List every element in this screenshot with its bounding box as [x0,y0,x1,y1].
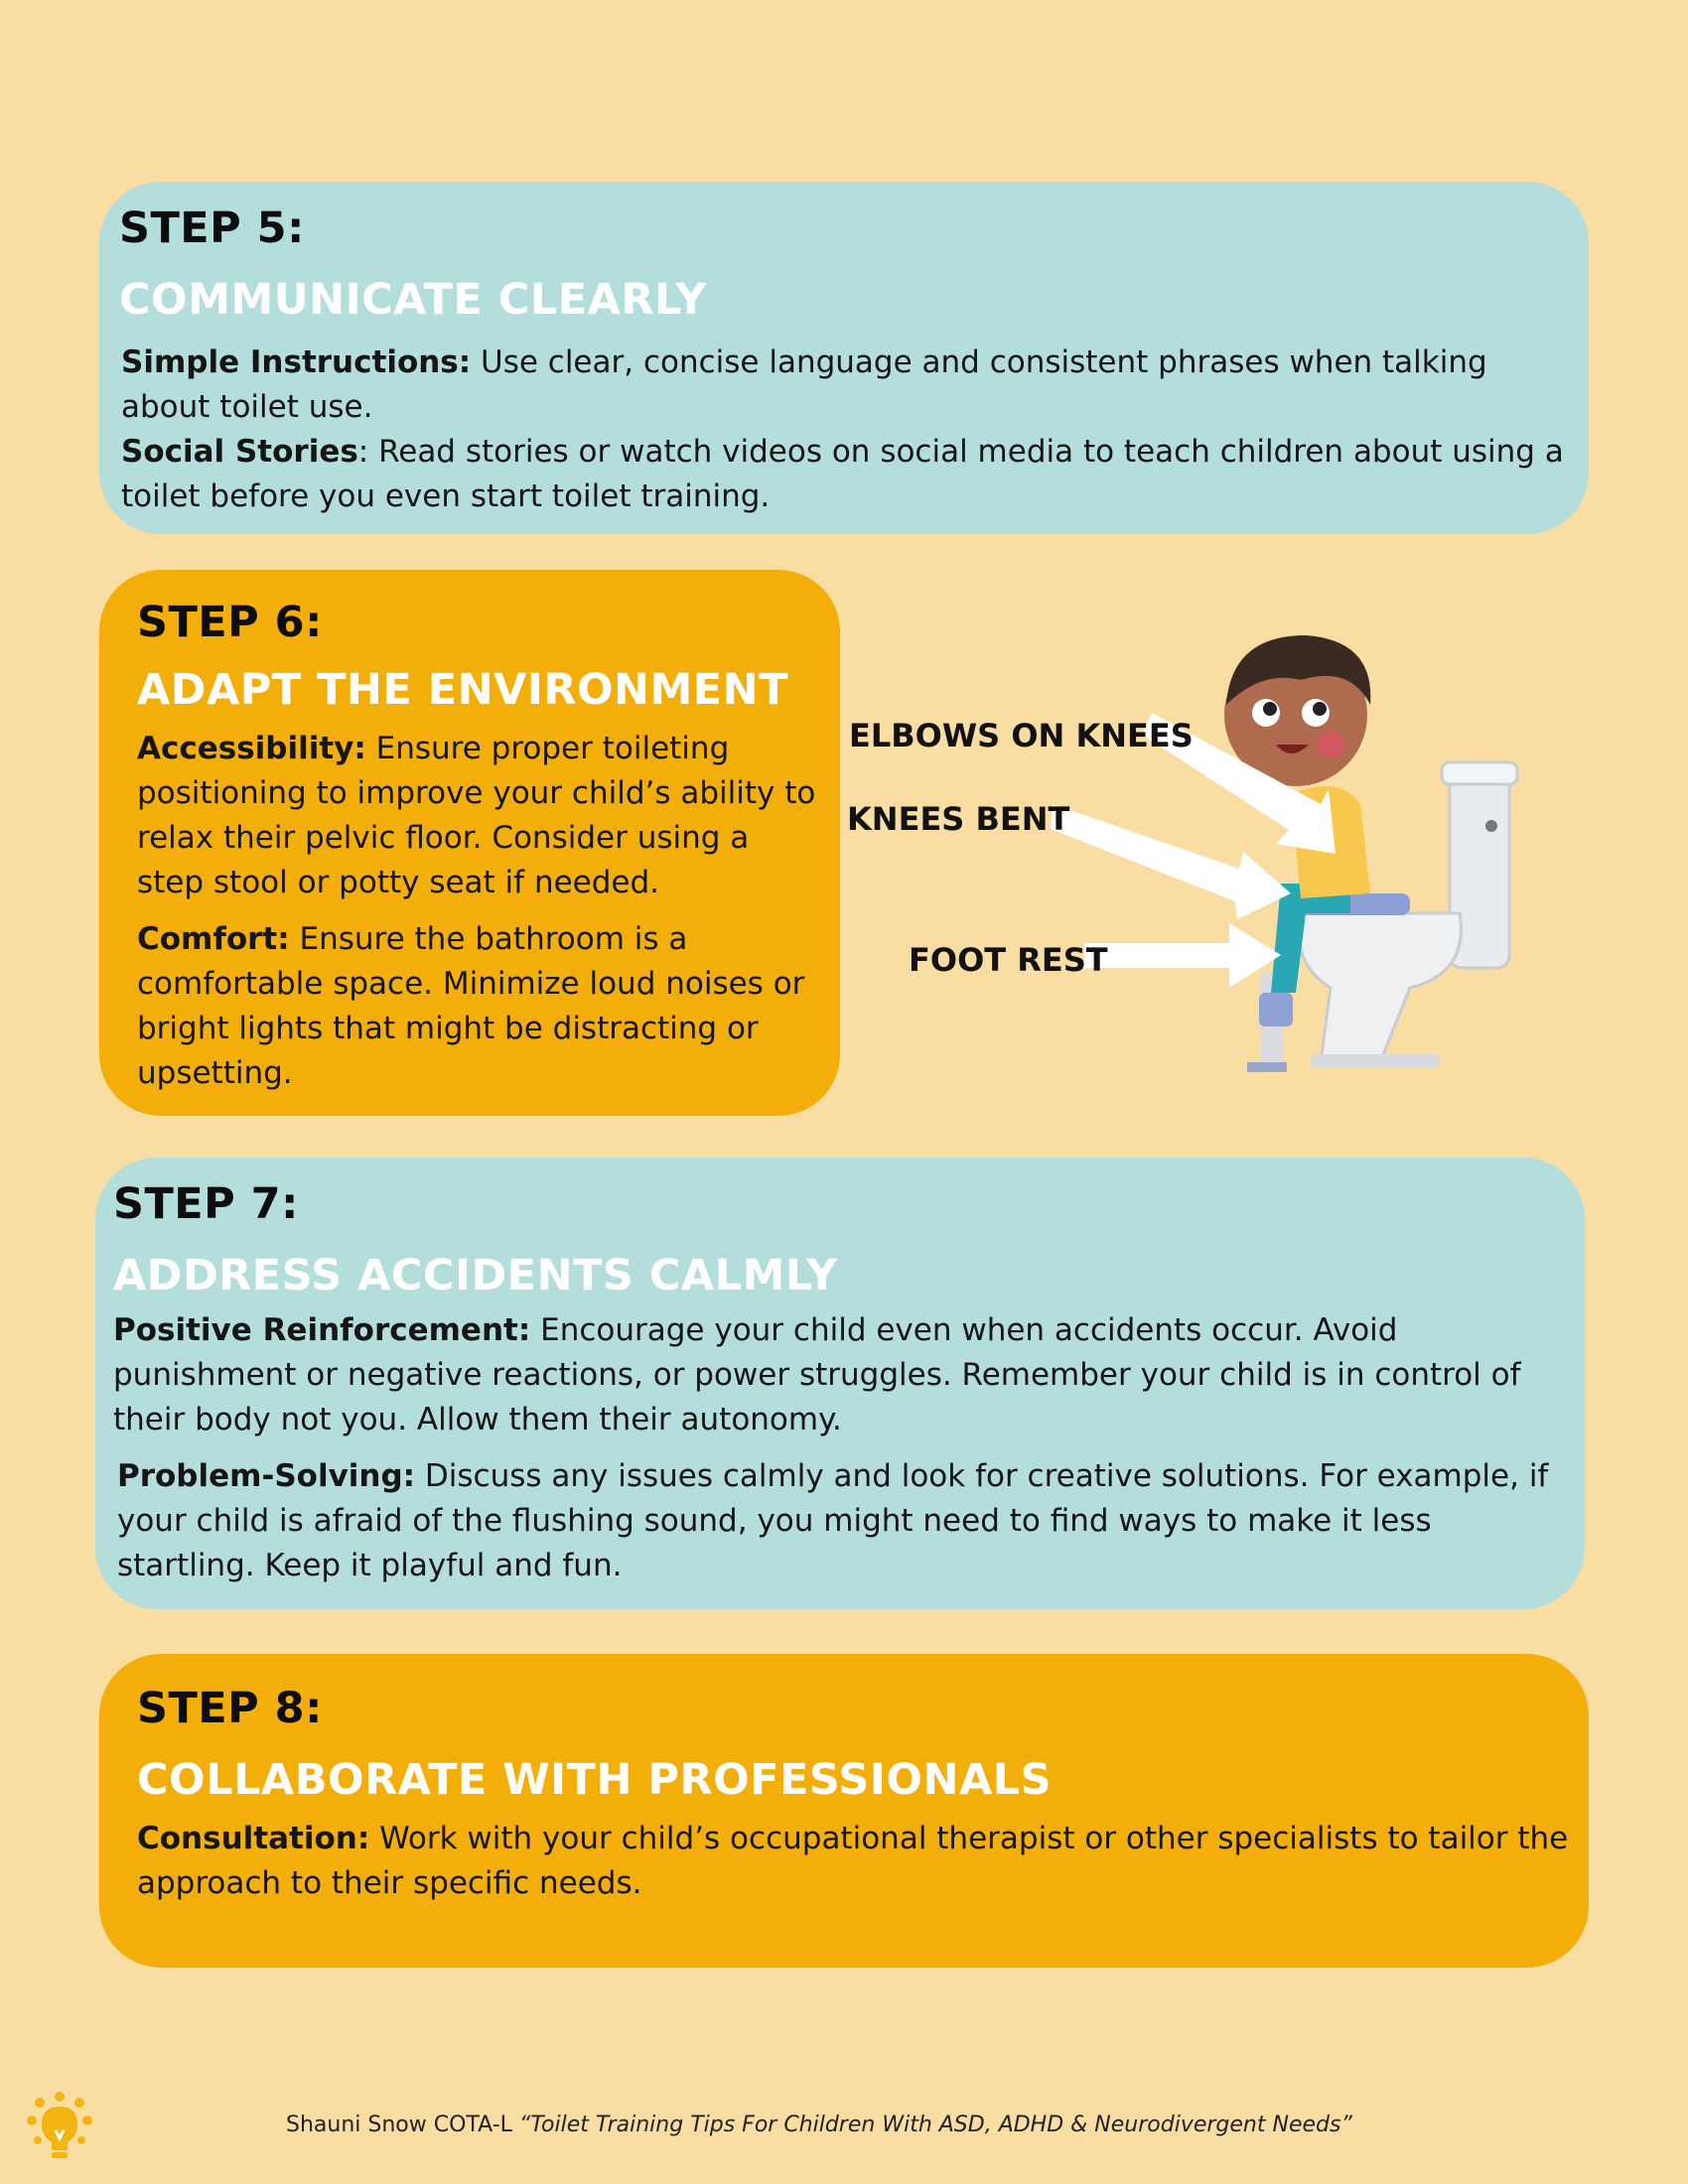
item-label: Consultation: [137,1821,370,1856]
item-text: Ensure the bathroom is a comfortable space. Minimize loud noises or bright lights that might be distracting or upsetting. [137,921,805,1091]
item-label: Problem-Solving: [117,1458,416,1494]
step7-item-problem-solving [117,1454,1565,1588]
step5-item-simple-instructions [121,341,1569,430]
step-stool-base [1247,1062,1287,1072]
item-text: Work with your child’s occupational therapist or other specialists to tailor the approach to their specific needs. [137,1821,1569,1901]
toilet-lid [1442,762,1517,784]
step6-title: ADAPT THE ENVIRONMENT [137,665,789,715]
step8-card [99,1654,1589,1968]
step8-item-consultation [137,1817,1569,1906]
label-foot-rest: FOOT REST [909,941,1108,979]
item-label: Positive Reinforcement: [113,1312,531,1348]
step7-card [95,1158,1585,1609]
label-elbows-on-knees: ELBOWS ON KNEES [849,717,1194,754]
item-text: Encourage your child even when accidents occur. Avoid punishment or negative reactions, or power struggles. Remember your child is in control of their body not you. Allow them their autonomy. [113,1312,1521,1437]
step8-number: STEP 8: [137,1684,323,1733]
toilet-base [1311,1054,1440,1068]
step6-number: STEP 6: [137,598,323,647]
item-text: Ensure proper toileting positioning to improve your child’s ability to relax their pelvic floor. Consider using a step stool or potty seat if needed. [137,731,816,900]
step6-item-accessibility [137,727,820,905]
footer-author: Shauni Snow COTA-L [286,2113,519,2137]
item-text: Discuss any issues calmly and look for creative solutions. For example, if your child is afraid of the flushing sound, you might need to find ways to make it less startling. Keep it playful and fun. [117,1458,1549,1583]
item-text: Use clear, concise language and consistent phrases when talking about toilet use. [121,344,1487,425]
step5-item-social-stories [121,430,1569,519]
step7-title: ADDRESS ACCIDENTS CALMLY [113,1251,838,1300]
flush-handle [1485,820,1497,832]
step8-title: COLLABORATE WITH PROFESSIONALS [137,1755,1053,1805]
step7-item-positive-reinforcement [113,1308,1565,1442]
step6-item-comfort [137,917,820,1096]
label-knees-bent: KNEES BENT [847,800,1070,838]
step6-card [99,570,840,1116]
step5-title: COMMUNICATE CLEARLY [119,275,707,325]
lightbulb-logo-icon [20,2085,99,2164]
arrow-foot [1084,923,1281,988]
item-label: Simple Instructions: [121,344,472,380]
arrow-knees [1051,804,1291,919]
footer-credit [286,2113,1352,2137]
step7-number: STEP 7: [113,1179,299,1229]
item-label: Social Stories [121,434,358,470]
item-label: Accessibility: [137,731,366,766]
step5-number: STEP 5: [119,204,305,253]
footer-source: “Toilet Training Tips For Children With ASD, ADHD & Neurodivergent Needs” [518,2113,1352,2137]
item-text: : Read stories or watch videos on social media to teach children about using a toilet before you even start toilet training. [121,434,1564,514]
item-label: Comfort: [137,921,290,957]
step5-card [99,182,1589,534]
